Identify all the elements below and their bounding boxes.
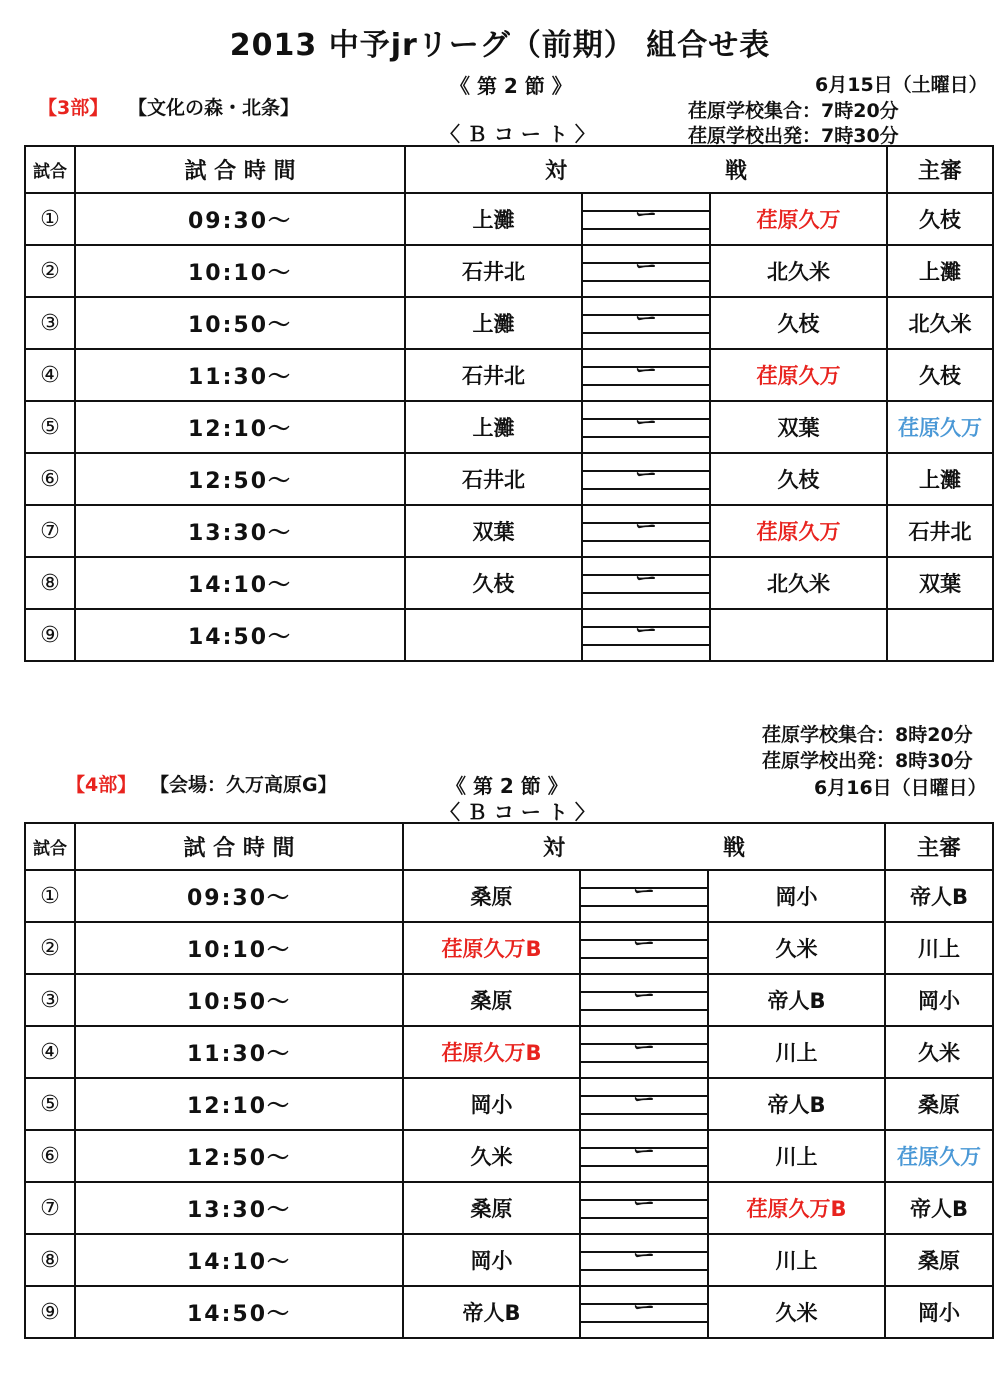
match-number: ⑥ <box>25 453 75 505</box>
match-number: ④ <box>25 349 75 401</box>
versus-lines <box>583 350 709 400</box>
match-time: 10:50〜 <box>75 974 403 1026</box>
versus-glyph: ー <box>634 515 657 540</box>
versus-lines <box>583 610 709 660</box>
versus-lines <box>583 246 709 296</box>
versus-dash <box>582 193 710 245</box>
versus-glyph: ー <box>634 411 657 436</box>
away-team: 北久米 <box>710 245 887 297</box>
match-number: ① <box>25 193 75 245</box>
referee: 北久米 <box>887 297 993 349</box>
match-number: ⑨ <box>25 609 75 661</box>
match-number: ⑤ <box>25 1078 75 1130</box>
referee: 帝人B <box>885 1182 993 1234</box>
home-team: 双葉 <box>405 505 582 557</box>
referee: 久米 <box>885 1026 993 1078</box>
table-row <box>25 1234 993 1286</box>
versus-glyph: ー <box>634 307 657 332</box>
section3-round: 《 第 2 節 》 <box>450 74 572 98</box>
home-team: 上灘 <box>405 297 582 349</box>
versus-glyph: ー <box>634 255 657 280</box>
away-team: 帝人B <box>708 974 885 1026</box>
versus-dash <box>582 453 710 505</box>
header-vs1: 対 <box>542 836 565 861</box>
versus-lines <box>583 558 709 608</box>
referee: 桑原 <box>885 1234 993 1286</box>
match-number: ④ <box>25 1026 75 1078</box>
table-row <box>25 245 993 297</box>
match-time: 13:30〜 <box>75 1182 403 1234</box>
section4-schedule-table <box>24 822 994 1339</box>
home-team <box>405 609 582 661</box>
table-row <box>25 922 993 974</box>
header-versus <box>405 146 887 193</box>
section3-division: 【3部】 <box>38 97 109 119</box>
away-team: 川上 <box>708 1026 885 1078</box>
referee: 上灘 <box>887 453 993 505</box>
referee: 荏原久万 <box>887 401 993 453</box>
versus-dash <box>582 505 710 557</box>
section3-venue: 【文化の森・北条】 <box>128 97 300 119</box>
match-number: ⑧ <box>25 557 75 609</box>
table-row <box>25 870 993 922</box>
match-number: ⑤ <box>25 401 75 453</box>
section4-date: 6月16日（日曜日） <box>814 777 987 799</box>
versus-dash <box>580 974 708 1026</box>
header-vs2: 戦 <box>724 159 747 184</box>
versus-lines <box>583 194 709 244</box>
header-versus <box>403 823 885 870</box>
home-team: 岡小 <box>403 1234 580 1286</box>
table-row <box>25 505 993 557</box>
referee: 岡小 <box>885 974 993 1026</box>
table-header-row <box>25 146 993 193</box>
page-title: 2013 中予jrリーグ（前期） 組合せ表 <box>229 28 771 63</box>
section3-date: 6月15日（土曜日） <box>815 74 988 96</box>
home-team: 石井北 <box>405 453 582 505</box>
match-time: 09:30〜 <box>75 870 403 922</box>
referee: 帝人B <box>885 870 993 922</box>
table-row <box>25 401 993 453</box>
versus-dash <box>582 557 710 609</box>
home-team: 桑原 <box>403 1182 580 1234</box>
versus-lines <box>583 506 709 556</box>
section4-division: 【4部】 <box>66 774 137 796</box>
table-row <box>25 297 993 349</box>
match-time: 10:50〜 <box>75 297 405 349</box>
home-team: 桑原 <box>403 974 580 1026</box>
table-row <box>25 349 993 401</box>
versus-glyph: ー <box>632 1296 655 1321</box>
away-team: 川上 <box>708 1234 885 1286</box>
header-time: 試 合 時 間 <box>75 823 403 870</box>
match-time: 14:50〜 <box>75 1286 403 1338</box>
away-team: 荏原久万B <box>708 1182 885 1234</box>
section4-venue: 【会場：久万高原G】 <box>150 774 337 796</box>
away-team: 荏原久万 <box>710 193 887 245</box>
home-team: 桑原 <box>403 870 580 922</box>
section3-court: 〈 Ｂ コ ー ト 〉 <box>440 122 595 146</box>
referee: 石井北 <box>887 505 993 557</box>
match-time: 12:50〜 <box>75 1130 403 1182</box>
versus-lines <box>583 454 709 504</box>
match-time: 09:30〜 <box>75 193 405 245</box>
match-number: ② <box>25 922 75 974</box>
match-number: ① <box>25 870 75 922</box>
versus-glyph: ー <box>634 619 657 644</box>
home-team: 上灘 <box>405 401 582 453</box>
versus-dash <box>580 1234 708 1286</box>
section4-round: 《 第 2 節 》 <box>446 774 568 798</box>
header-vs2: 戦 <box>722 836 745 861</box>
versus-dash <box>582 349 710 401</box>
versus-glyph: ー <box>632 880 655 905</box>
home-team: 荏原久万B <box>403 1026 580 1078</box>
section3-departure: 荏原学校出発：7時30分 <box>688 125 899 147</box>
table-row <box>25 609 993 661</box>
versus-dash <box>580 1130 708 1182</box>
match-time: 14:10〜 <box>75 557 405 609</box>
header-time: 試 合 時 間 <box>75 146 405 193</box>
referee: 久枝 <box>887 193 993 245</box>
match-time: 10:10〜 <box>75 922 403 974</box>
header-match: 試合 <box>25 823 75 870</box>
home-team: 石井北 <box>405 349 582 401</box>
versus-dash <box>580 922 708 974</box>
versus-glyph: ー <box>632 1244 655 1269</box>
match-time: 14:10〜 <box>75 1234 403 1286</box>
versus-lines <box>581 1027 707 1077</box>
table-row <box>25 974 993 1026</box>
match-time: 11:30〜 <box>75 1026 403 1078</box>
versus-glyph: ー <box>634 463 657 488</box>
home-team: 石井北 <box>405 245 582 297</box>
versus-glyph: ー <box>632 1036 655 1061</box>
away-team: 久枝 <box>710 453 887 505</box>
match-number: ⑦ <box>25 505 75 557</box>
versus-lines <box>581 1235 707 1285</box>
home-team: 岡小 <box>403 1078 580 1130</box>
versus-glyph: ー <box>632 1140 655 1165</box>
versus-lines <box>581 975 707 1025</box>
home-team: 荏原久万B <box>403 922 580 974</box>
versus-lines <box>581 1287 707 1337</box>
versus-glyph: ー <box>632 932 655 957</box>
versus-dash <box>582 297 710 349</box>
match-number: ⑥ <box>25 1130 75 1182</box>
referee: 荏原久万 <box>885 1130 993 1182</box>
referee: 桑原 <box>885 1078 993 1130</box>
match-time: 12:50〜 <box>75 453 405 505</box>
versus-glyph: ー <box>632 1088 655 1113</box>
away-team: 久枝 <box>710 297 887 349</box>
versus-lines <box>583 298 709 348</box>
referee: 岡小 <box>885 1286 993 1338</box>
match-number: ⑦ <box>25 1182 75 1234</box>
versus-glyph: ー <box>634 203 657 228</box>
match-number: ③ <box>25 974 75 1026</box>
referee: 上灘 <box>887 245 993 297</box>
away-team <box>710 609 887 661</box>
versus-dash <box>582 245 710 297</box>
away-team: 北久米 <box>710 557 887 609</box>
versus-dash <box>580 1078 708 1130</box>
match-time: 12:10〜 <box>75 401 405 453</box>
home-team: 上灘 <box>405 193 582 245</box>
section3-schedule-table <box>24 145 994 662</box>
versus-lines <box>583 402 709 452</box>
table-row <box>25 557 993 609</box>
away-team: 久米 <box>708 922 885 974</box>
match-time: 13:30〜 <box>75 505 405 557</box>
header-vs1: 対 <box>544 159 567 184</box>
referee: 久枝 <box>887 349 993 401</box>
table-row <box>25 453 993 505</box>
versus-lines <box>581 1131 707 1181</box>
section4-departure: 荏原学校出発：8時30分 <box>762 750 973 772</box>
table-row <box>25 193 993 245</box>
header-referee: 主審 <box>887 146 993 193</box>
versus-lines <box>581 1079 707 1129</box>
section4-court: 〈 Ｂ コ ー ト 〉 <box>440 800 595 824</box>
match-number: ③ <box>25 297 75 349</box>
match-time: 11:30〜 <box>75 349 405 401</box>
table-header-row <box>25 823 993 870</box>
versus-glyph: ー <box>632 984 655 1009</box>
versus-glyph: ー <box>632 1192 655 1217</box>
section3-assembly: 荏原学校集合：7時20分 <box>688 100 899 122</box>
away-team: 川上 <box>708 1130 885 1182</box>
versus-dash <box>580 870 708 922</box>
versus-dash <box>580 1182 708 1234</box>
referee: 双葉 <box>887 557 993 609</box>
table-row <box>25 1130 993 1182</box>
away-team: 荏原久万 <box>710 349 887 401</box>
referee: 川上 <box>885 922 993 974</box>
header-match: 試合 <box>25 146 75 193</box>
versus-lines <box>581 871 707 921</box>
match-time: 10:10〜 <box>75 245 405 297</box>
home-team: 久米 <box>403 1130 580 1182</box>
match-number: ⑧ <box>25 1234 75 1286</box>
match-number: ⑨ <box>25 1286 75 1338</box>
versus-dash <box>582 401 710 453</box>
home-team: 帝人B <box>403 1286 580 1338</box>
versus-dash <box>582 609 710 661</box>
away-team: 帝人B <box>708 1078 885 1130</box>
table-row <box>25 1182 993 1234</box>
table-row <box>25 1078 993 1130</box>
away-team: 双葉 <box>710 401 887 453</box>
away-team: 岡小 <box>708 870 885 922</box>
match-number: ② <box>25 245 75 297</box>
versus-glyph: ー <box>634 567 657 592</box>
versus-dash <box>580 1026 708 1078</box>
match-time: 12:10〜 <box>75 1078 403 1130</box>
versus-glyph: ー <box>634 359 657 384</box>
versus-dash <box>580 1286 708 1338</box>
versus-lines <box>581 923 707 973</box>
match-time: 14:50〜 <box>75 609 405 661</box>
versus-lines <box>581 1183 707 1233</box>
referee <box>887 609 993 661</box>
table-row <box>25 1026 993 1078</box>
home-team: 久枝 <box>405 557 582 609</box>
header-referee: 主審 <box>885 823 993 870</box>
table-row <box>25 1286 993 1338</box>
section4-assembly: 荏原学校集合：8時20分 <box>762 724 973 746</box>
away-team: 荏原久万 <box>710 505 887 557</box>
away-team: 久米 <box>708 1286 885 1338</box>
